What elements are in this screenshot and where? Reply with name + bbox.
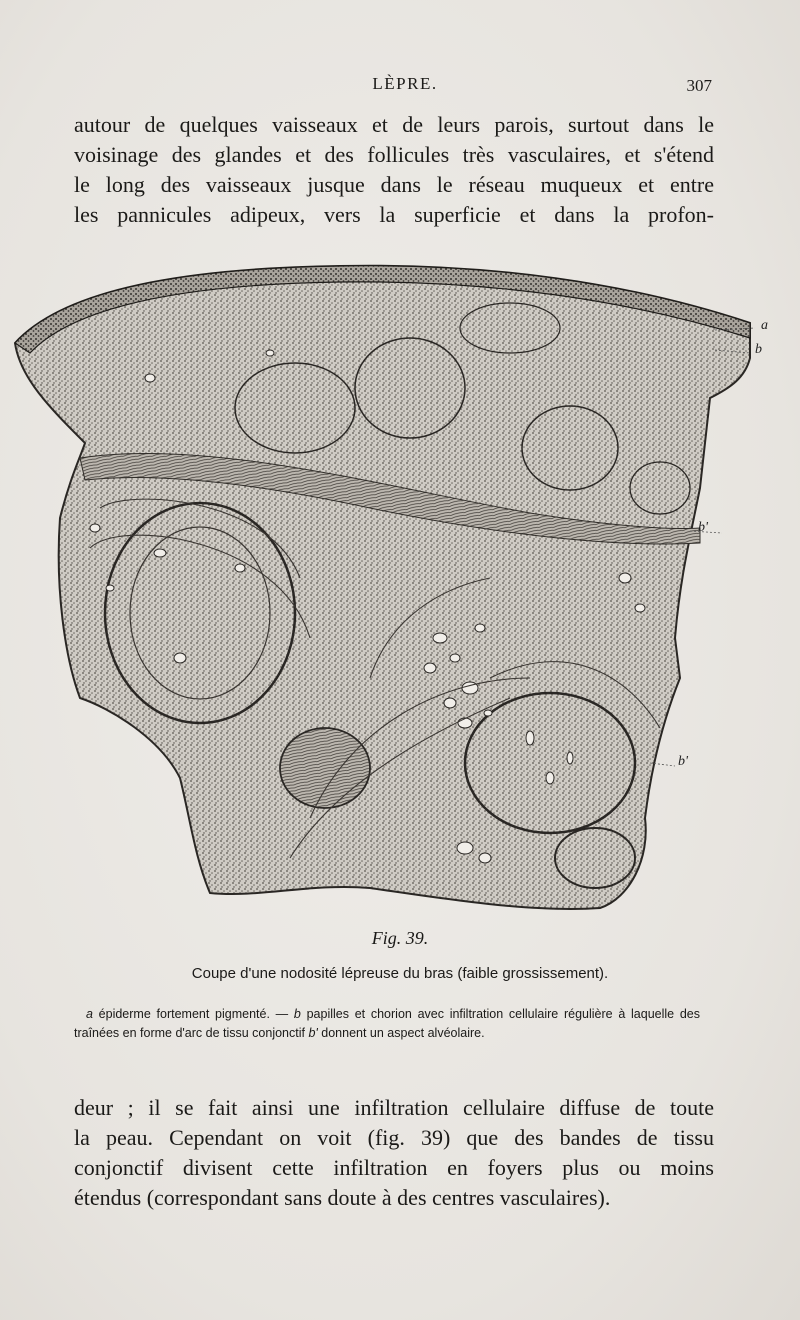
- figure-caption: Coupe d'une nodosité lépreuse du bras (faible grossissement).: [191, 965, 609, 982]
- histology-figure: [10, 258, 780, 918]
- legend-letter-a: a: [86, 1007, 93, 1021]
- figure-legend: [74, 1005, 700, 1043]
- figure-label-a: a: [761, 318, 768, 333]
- top-paragraph: [74, 110, 714, 230]
- figure-label-b: b: [755, 342, 762, 357]
- legend-text-end: donnent un aspect alvéolaire.: [317, 1026, 485, 1040]
- legend-text-a: épiderme fortement pigmenté. —: [92, 1007, 294, 1021]
- text-line: étendus (correspondant sans doute à des centres vasculaires).: [74, 1185, 611, 1210]
- figure-number: Fig. 39.: [371, 928, 429, 948]
- text-line: conjonctif divisent cette infiltration en foyers plus ou moins: [74, 1155, 714, 1180]
- running-title: LÈPRE.: [372, 74, 438, 93]
- running-head: [0, 74, 800, 100]
- text-line: autour de quelques vaisseaux et de leurs parois, surtout dans le: [74, 112, 714, 137]
- legend-text-b: papilles et chorion avec infiltration cellulaire régulière à laquelle des traînées en forme d'arc de tissu conjonctif: [74, 1007, 700, 1040]
- text-line: les pannicules adipeux, vers la superficie et dans la profon-: [74, 202, 714, 227]
- text-line: voisinage des glandes et des follicules très vasculaires, et s'étend: [74, 142, 714, 167]
- text-line: la peau. Cependant on voit (fig. 39) que des bandes de tissu: [74, 1125, 714, 1150]
- text-line: le long des vaisseaux jusque dans le réseau muqueux et entre: [74, 172, 714, 197]
- text-line: deur ; il se fait ainsi une infiltration cellulaire diffuse de toute: [74, 1095, 714, 1120]
- bottom-paragraph: [74, 1093, 714, 1213]
- figure-label-b-prime: b': [698, 520, 708, 535]
- figure-label-b-prime-lower: b': [678, 754, 688, 769]
- tissue-section-illustration: [10, 258, 780, 918]
- legend-letter-b: b: [293, 1007, 301, 1021]
- page-number: 307: [686, 76, 712, 95]
- legend-letter-b-prime: b': [308, 1026, 318, 1040]
